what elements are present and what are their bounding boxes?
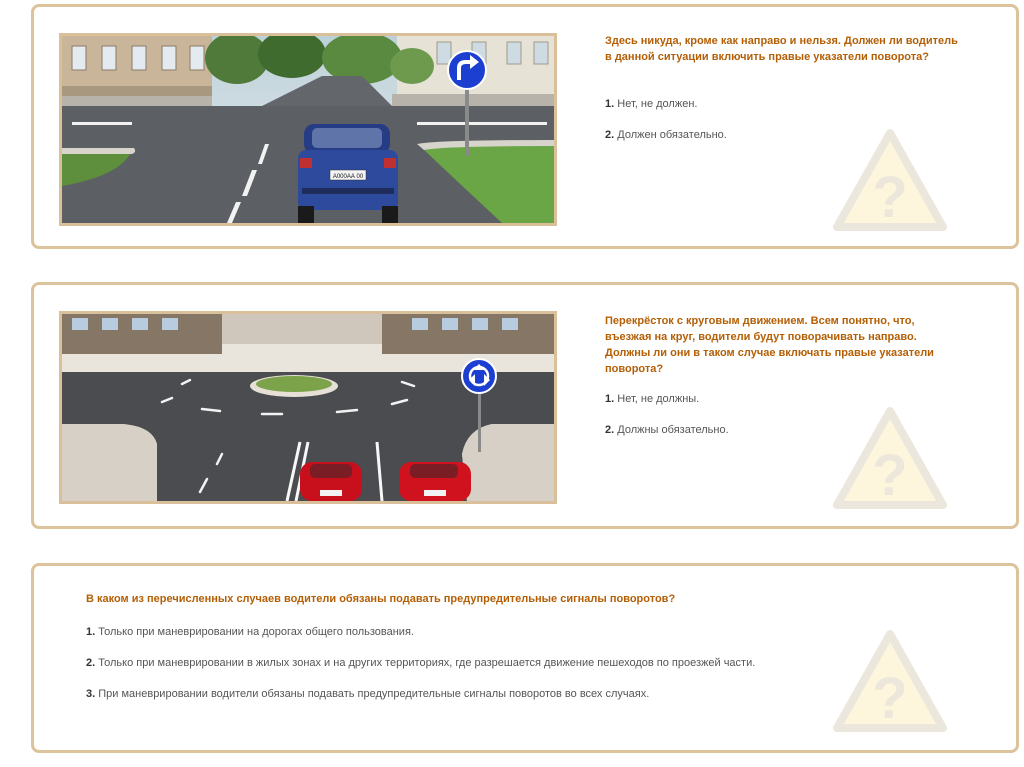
question-card-3 <box>31 563 1019 753</box>
svg-text:?: ? <box>872 666 908 731</box>
question-text: Перекрёсток с круговым движением. Всем понятно, что, въезжая на круг, водители будут поворачивать направо. Должны ли они в таком случае включать правые указатели поворота? <box>605 315 934 375</box>
red-car-left <box>300 462 362 501</box>
answer-text: Нет, не должен. <box>617 98 698 110</box>
answer-number: 1. <box>86 626 96 638</box>
question-text: В каком из перечисленных случаев водители обязаны подавать предупредительные сигналы поворотов? <box>86 593 676 605</box>
roundabout-photo <box>59 311 557 504</box>
question-card-1 <box>31 4 1019 249</box>
answer-number: 2. <box>605 129 615 141</box>
warning-question-icon <box>829 403 951 513</box>
answer-text: При маневрировании водители обязаны подавать предупредительные сигналы поворотов во всех случаях. <box>98 688 650 700</box>
answer-text: Только при маневрировании на дорогах общего пользования. <box>98 626 414 638</box>
svg-text:?: ? <box>872 443 908 508</box>
red-car-right <box>399 462 471 501</box>
question-card-2 <box>31 282 1019 529</box>
answer-option[interactable] <box>86 625 846 639</box>
roundabout-illustration <box>62 314 554 501</box>
warning-question-icon <box>829 626 951 736</box>
answer-number: 1. <box>605 393 615 405</box>
answer-number: 3. <box>86 688 96 700</box>
answer-option[interactable] <box>86 656 846 670</box>
answer-number: 2. <box>605 424 615 436</box>
answer-number: 2. <box>86 657 96 669</box>
answer-number: 1. <box>605 98 615 110</box>
svg-text:А000АА 00: А000АА 00 <box>332 174 364 180</box>
street-turn-illustration <box>62 36 554 223</box>
answer-text: Должны обязательно. <box>617 424 729 436</box>
turn-right-sign-icon <box>448 51 486 89</box>
question-text: Здесь никуда, кроме как направо и нельзя. Должен ли водитель в данной ситуации включить правые указатели поворота? <box>605 35 958 63</box>
answer-text: Нет, не должны. <box>617 393 700 405</box>
blue-suv <box>298 124 398 223</box>
answer-option[interactable] <box>605 97 965 111</box>
street-turn-photo <box>59 33 557 226</box>
svg-text:?: ? <box>872 165 908 230</box>
warning-question-icon <box>829 125 951 235</box>
answer-text: Только при маневрировании в жилых зонах и на других территориях, где разрешается движение пешеходов по проезжей части. <box>98 657 756 669</box>
answer-option[interactable] <box>86 687 846 701</box>
answer-text: Должен обязательно. <box>617 129 727 141</box>
